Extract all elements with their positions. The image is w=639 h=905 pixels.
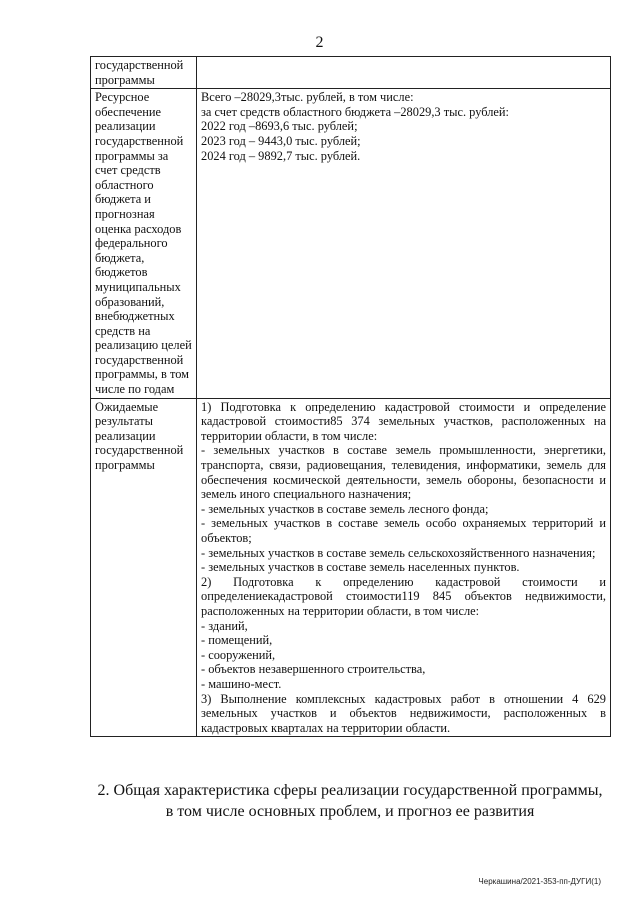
section-heading — [60, 780, 639, 822]
row2-left-line: реализацию целей — [95, 338, 192, 353]
result-list-item: - машино-мест. — [201, 676, 282, 691]
row2-left-line: счет средств — [95, 163, 161, 178]
row2-left-line: обеспечение — [95, 104, 161, 119]
result-list-item: - земельных участков в составе земель промышленности, энергетики, транспорта, связи, радиовещания, телевидения, информатики, земель для обеспечения космической деятельности, земель обороны, безопасности и земель иного специального назначения; — [201, 443, 606, 502]
result-list-item: - зданий, — [201, 618, 248, 633]
result-list-item: - земельных участков в составе земель лесного фонда; — [201, 501, 489, 516]
footer-document-code: Черкашина/2021-353-пп-ДУГИ(1) — [478, 877, 601, 886]
row2-left-line: числе по годам — [95, 382, 175, 397]
row3-left-cell — [91, 398, 197, 737]
row3-left-line: реализации — [95, 428, 156, 443]
row2-left-line: бюджета и — [95, 192, 151, 207]
result-list-item: - земельных участков в составе земель сельскохозяйственного назначения; — [201, 545, 596, 560]
row1-left-line: программы — [95, 72, 155, 87]
result-list-item: - помещений, — [201, 633, 273, 648]
row2-left-line: областного — [95, 177, 154, 192]
result-paragraph: 2) Подготовка к определению кадастровой стоимости и определениекадастровой стоимости119 845 объектов недвижимости, расположенных на территории области, в том числе: — [201, 574, 606, 618]
row2-left-line: средств на — [95, 323, 151, 338]
funding-year-line: 2024 год – 9892,7 тыс. рублей. — [201, 148, 361, 163]
row2-left-line: программы за — [95, 148, 169, 163]
row3-right-cell — [197, 398, 611, 737]
row2-left-line: бюджета, — [95, 250, 145, 265]
row3-left-line: программы — [95, 458, 155, 473]
result-list-item: - земельных участков в составе земель особо охраняемых территорий и объектов; — [201, 516, 606, 545]
funding-year-line: 2022 год –8693,6 тыс. рублей; — [201, 119, 358, 134]
row2-left-line: прогнозная — [95, 206, 155, 221]
result-paragraph: 1) Подготовка к определению кадастровой стоимости и определение кадастровой стоимости85 374 земельных участков, расположенных на территории области, в том числе: — [201, 399, 606, 443]
program-passport-table — [90, 56, 611, 737]
table-row-expected-results — [91, 398, 611, 737]
row2-left-line: государственной — [95, 352, 184, 367]
result-list-item: - земельных участков в составе земель населенных пунктов. — [201, 560, 520, 575]
row2-left-line: образований, — [95, 294, 165, 309]
row3-left-line: Ожидаемые — [95, 399, 159, 414]
row2-left-line: реализации — [95, 119, 156, 134]
row3-left-line: государственной — [95, 443, 184, 458]
section-heading-line: 2. Общая характеристика сферы реализации государственной программы, — [97, 782, 603, 799]
funding-year-line: 2023 год – 9443,0 тыс. рублей; — [201, 133, 361, 148]
row2-left-line: внебюджетных — [95, 309, 175, 324]
row2-left-cell — [91, 89, 197, 398]
funding-regional-budget-line: за счет средств областного бюджета –28029,3 тыс. рублей: — [201, 104, 509, 119]
funding-total-line: Всего –28029,3тыс. рублей, в том числе: — [201, 90, 414, 105]
result-list-item: - объектов незавершенного строительства, — [201, 662, 426, 677]
row2-left-line: государственной — [95, 133, 184, 148]
row2-left-line: муниципальных — [95, 279, 181, 294]
row1-left-cell — [91, 57, 197, 89]
row2-left-line: программы, в том — [95, 367, 190, 382]
row2-left-line: бюджетов — [95, 265, 148, 280]
row3-left-line: результаты — [95, 414, 153, 429]
row2-left-line: Ресурсное — [95, 90, 150, 105]
page-number: 2 — [315, 34, 324, 51]
result-paragraph: 3) Выполнение комплексных кадастровых работ в отношении 4 629 земельных участков и объектов недвижимости, расположенных в кадастровых кварталах на территории области. — [201, 691, 606, 735]
result-list-item: - сооружений, — [201, 647, 276, 662]
table-row-resource-provision — [91, 89, 611, 398]
row1-right-cell — [197, 57, 611, 89]
row2-right-cell — [197, 89, 611, 398]
section-heading-line: в том числе основных проблем, и прогноз ее развития — [165, 803, 535, 820]
row2-left-line: оценка расходов — [95, 221, 182, 236]
row1-left-line: государственной — [95, 58, 184, 72]
row2-left-line: федерального — [95, 236, 168, 251]
table-row-program-name-continuation — [91, 57, 611, 89]
